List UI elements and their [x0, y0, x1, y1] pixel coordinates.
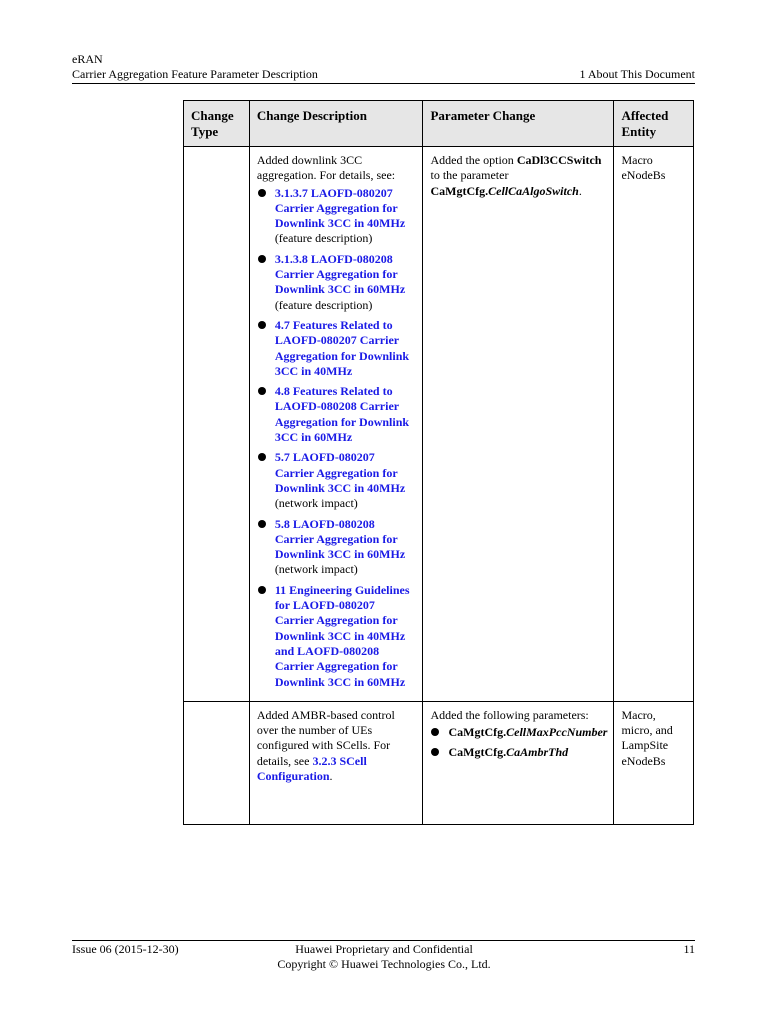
- bullet-icon: [431, 748, 439, 756]
- parameter-item: [430, 745, 607, 760]
- reference-item: [257, 318, 417, 379]
- col-header-affected-entity: Affected Entity: [614, 101, 694, 147]
- reference-link[interactable]: 11 Engineering Guidelines for LAOFD-080207 Carrier Aggregation for Downlink 3CC in 40MHz and LAOFD-080208 Carrier Aggregation for Downlink 3CC in 60MHz: [274, 582, 410, 689]
- reference-item: [257, 450, 417, 511]
- affected-entity-cell: Macro eNodeBs: [614, 147, 694, 702]
- parameter-list: [430, 725, 607, 761]
- header-section: 1 About This Document: [579, 67, 695, 81]
- header-doc-title: Carrier Aggregation Feature Parameter Description: [72, 67, 318, 81]
- reference-link[interactable]: 5.7 LAOFD-080207 Carrier Aggregation for Downlink 3CC in 40MHz: [274, 450, 406, 495]
- footer-notice: [0, 942, 768, 972]
- param-name: CellMaxPccNumber: [506, 725, 608, 740]
- parameter-change-cell: [423, 701, 614, 824]
- reference-link[interactable]: 4.7 Features Related to LAOFD-080207 Carrier Aggregation for Downlink 3CC in 40MHz: [274, 317, 410, 378]
- description-intro: Added downlink 3CC aggregation. For details, see:: [256, 153, 396, 183]
- table-row: [184, 701, 694, 824]
- table-row: [184, 147, 694, 702]
- parameter-item: [430, 725, 607, 740]
- param-text: to the parameter: [430, 168, 509, 183]
- reference-item: [257, 583, 417, 690]
- footer-copyright: Copyright © Huawei Technologies Co., Ltd.: [277, 957, 491, 971]
- col-header-parameter-change: Parameter Change: [423, 101, 614, 147]
- reference-item: [257, 384, 417, 445]
- param-name: CaAmbrThd: [506, 745, 569, 760]
- change-type-cell: [184, 147, 250, 702]
- param-intro: Added the following parameters:: [430, 707, 589, 722]
- footer-rule: [72, 940, 695, 941]
- bullet-icon: [258, 189, 266, 197]
- reference-item: [257, 252, 417, 313]
- change-history-table: [183, 100, 694, 825]
- parameter-change-cell: [423, 147, 614, 702]
- param-option: CaDl3CCSwitch: [516, 153, 602, 167]
- page-number: 11: [683, 942, 695, 956]
- bullet-icon: [258, 387, 266, 395]
- description-end: .: [329, 768, 333, 783]
- param-mo: CaMgtCfg.: [448, 745, 507, 760]
- table-header-row: [184, 101, 694, 147]
- reference-link[interactable]: 4.8 Features Related to LAOFD-080208 Carrier Aggregation for Downlink 3CC in 60MHz: [274, 384, 410, 445]
- change-type-cell: [184, 701, 250, 824]
- footer-confidential: Huawei Proprietary and Confidential: [295, 942, 473, 956]
- param-text: Added the option: [430, 153, 517, 167]
- reference-link[interactable]: 3.1.3.8 LAOFD-080208 Carrier Aggregation for Downlink 3CC in 60MHz: [274, 251, 406, 297]
- bullet-icon: [258, 453, 266, 461]
- bullet-icon: [258, 321, 266, 329]
- description-text: Added AMBR-based control over the number of UEs configured with SCells. For details, see: [256, 707, 395, 768]
- reference-item: [257, 517, 417, 578]
- col-header-change-type: Change Type: [184, 101, 250, 147]
- col-header-change-description: Change Description: [249, 101, 423, 147]
- reference-link[interactable]: 5.8 LAOFD-080208 Carrier Aggregation for Downlink 3CC in 60MHz: [274, 516, 406, 562]
- reference-suffix: (feature description): [274, 297, 373, 312]
- header-rule: [72, 83, 695, 84]
- bullet-icon: [258, 520, 266, 528]
- change-description-cell: [249, 147, 423, 702]
- reference-list: [257, 186, 417, 690]
- reference-link[interactable]: 3.1.3.7 LAOFD-080207 Carrier Aggregation for Downlink 3CC in 40MHz: [274, 185, 406, 231]
- reference-suffix: (network impact): [274, 496, 358, 511]
- param-text: .: [578, 183, 582, 198]
- reference-item: [257, 186, 417, 247]
- change-description-cell: [249, 701, 423, 824]
- reference-link[interactable]: 3.2.3 SCell Configuration: [256, 753, 367, 783]
- param-mo: CaMgtCfg.: [448, 725, 507, 740]
- param-name: CellCaAlgoSwitch: [488, 183, 579, 198]
- footer-issue: Issue 06 (2015-12-30): [72, 942, 179, 956]
- bullet-icon: [258, 255, 266, 263]
- header-product: eRAN: [72, 52, 103, 66]
- param-mo: CaMgtCfg.: [430, 183, 489, 198]
- affected-entity-cell: Macro, micro, and LampSite eNodeBs: [614, 701, 694, 824]
- reference-suffix: (network impact): [274, 562, 358, 577]
- reference-suffix: (feature description): [274, 231, 373, 246]
- bullet-icon: [431, 728, 439, 736]
- bullet-icon: [258, 586, 266, 594]
